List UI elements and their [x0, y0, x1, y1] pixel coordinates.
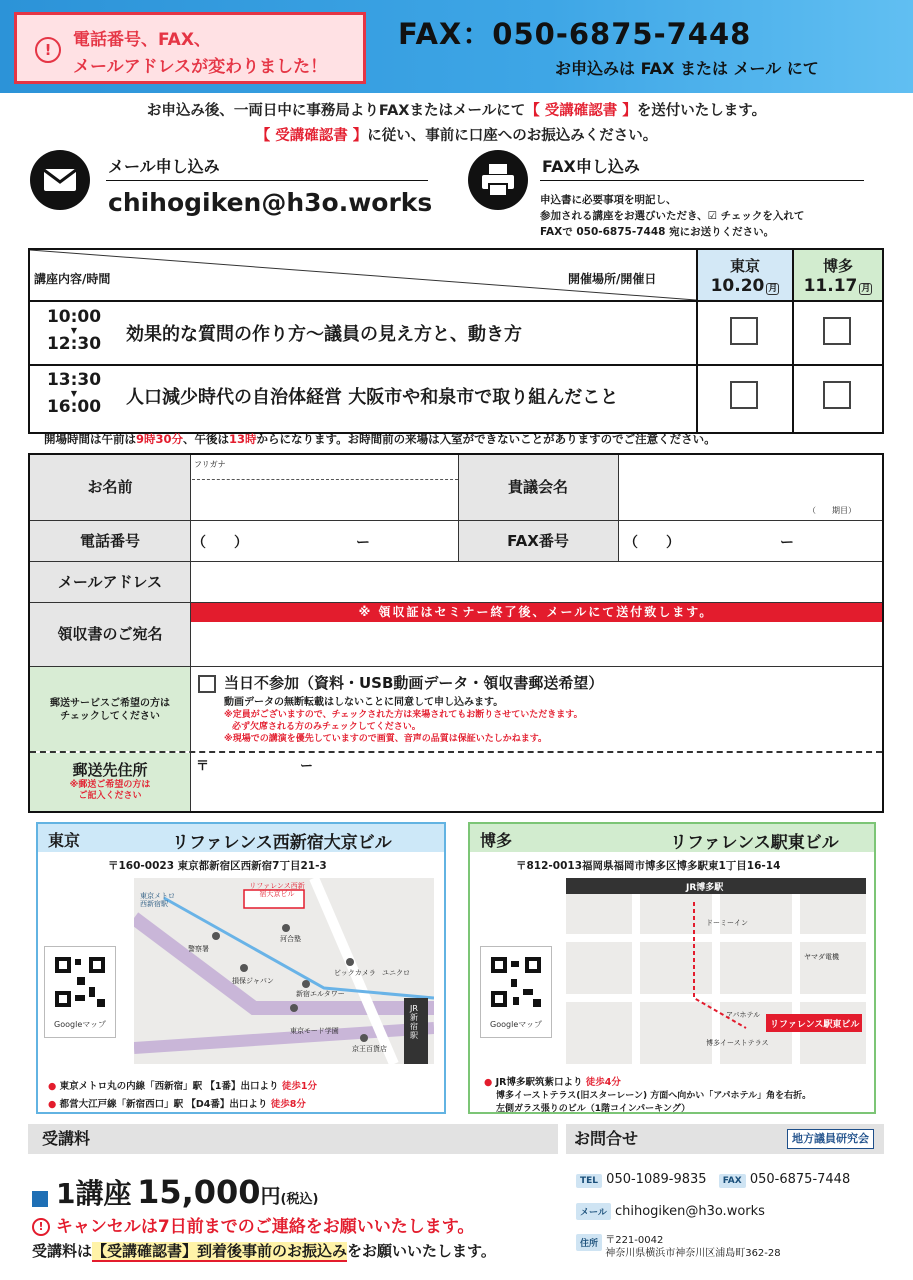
alert-icon: ! — [35, 37, 61, 63]
tokyo-address: 〒160-0023 東京都新宿区西新宿7丁目21-3 — [108, 860, 327, 872]
mail-section-title: メール申し込み — [108, 157, 220, 176]
tokyo-venue-card — [36, 822, 446, 1114]
hakata-address: 〒812-0013福岡県福岡市博多区博多駅東1丁目16-14 — [516, 860, 781, 872]
tokyo-qr-code[interactable] — [44, 946, 116, 1038]
contact-address-row: 住所 〒221-0042 神奈川県横浜市神奈川区浦島町362-28 — [576, 1234, 781, 1260]
fax-label: FAX番号 — [458, 521, 618, 561]
address-field[interactable]: 〒 ー — [196, 759, 314, 774]
course-header-right: 開催場所/開催日 — [568, 272, 657, 286]
hakata-access-2: 博多イーストテラス(旧スターレーン) 方面へ向かい「アパホテル」角を右折。 — [496, 1091, 812, 1101]
checkbox-hakata-course-2[interactable] — [823, 381, 851, 409]
alert-line-1: 電話番号、FAX、 — [73, 30, 211, 50]
absent-option-label: 当日不参加（資料・USB動画データ・領収書郵送希望） — [224, 674, 604, 692]
opening-time-note: 開場時間は午前は9時30分、午後は13時からになります。お時間前の来場は入室ができないことがありますのでご注意ください。 — [44, 432, 716, 446]
contact-title: お問合せ 地方議員研究会 — [566, 1124, 884, 1154]
mail-icon — [30, 150, 90, 210]
absent-warning: ※定員がございますので、チェックされた方は来場されてもお断りさせていただきます。 必ず欠席される方のみチェックしてください。 ※現場での講演を優先していますので画質、音声の品質は保証いたしかねます。 — [224, 710, 583, 744]
hakata-venue-card — [468, 822, 876, 1114]
contact-mail[interactable]: chihogiken@h3o.works — [614, 1204, 765, 1219]
cancel-note: ! キャンセルは7日前までのご連絡をお願いいたします。 — [32, 1212, 474, 1237]
name-field[interactable] — [192, 481, 458, 519]
absent-note: 動画データの無断転載はしないことに同意して申し込みます。 — [224, 697, 504, 708]
tokyo-access-1: ● 東京メトロ丸の内線「西新宿」駅 【1番】出口より 徒歩1分 — [48, 1081, 317, 1092]
fee-price: 1講座 15,000円(税込) — [32, 1172, 318, 1212]
furigana-label: フリガナ — [194, 460, 226, 469]
contact-fax: 050-6875-7448 — [749, 1172, 851, 1187]
email-field[interactable] — [192, 562, 882, 602]
intro-line-1: お申込み後、一両日中に事務局よりFAXまたはメールにて【 受講確認書 】を送付いたします。 — [146, 103, 767, 119]
course-row-1-time: 10:00 ▼ 12:30 — [46, 307, 102, 354]
tokyo-access-2: ● 都営大江戸線「新宿西口」駅 【D4番】出口より 徒歩8分 — [48, 1099, 306, 1110]
phone-field[interactable]: （ ） ー — [192, 535, 370, 551]
course-row-2-title: 人口減少時代の自治体経営 大阪市や和泉市で取り組んだこと — [126, 387, 619, 408]
fax-underline — [540, 180, 864, 181]
fax-field[interactable]: （ ） ー — [624, 535, 794, 551]
payment-note: 受講料は【受講確認書】到着後事前のお振込みをお願いいたします。 — [32, 1242, 496, 1260]
absent-checkbox[interactable] — [198, 675, 216, 693]
hakata-qr-code[interactable] — [480, 946, 552, 1038]
checkbox-tokyo-course-2[interactable] — [730, 381, 758, 409]
receipt-label: 領収書のご宛名 — [30, 603, 190, 666]
email-label: メールアドレス — [30, 562, 190, 602]
phone-label: 電話番号 — [30, 521, 190, 561]
course-header-left: 講座内容/時間 — [34, 272, 111, 286]
alert-line-2: メールアドレスが変わりました！ — [73, 57, 328, 77]
fax-section-title: FAX申し込み — [542, 157, 640, 176]
hakata-access-3: 左側ガラス張りのビル（1階コインパーキング） — [496, 1104, 691, 1114]
checkbox-tokyo-course-1[interactable] — [730, 317, 758, 345]
term-label: （ 期目） — [808, 506, 856, 515]
hakata-venue-header: 博多 リファレンス駅東ビル — [470, 824, 874, 852]
header-fax-number: FAX：050-6875-7448 — [398, 17, 752, 51]
tokyo-map[interactable]: リファレンス西新宿大京ビル 東京メトロ西新宿駅 河合塾 警察署 ビックカメラ ユニクロ 損保ジャパン 新宿エルタワー 東京モード学園 京王百貨店 JR新宿駅 — [134, 878, 434, 1064]
course-table — [28, 248, 884, 434]
checkbox-hakata-course-1[interactable] — [823, 317, 851, 345]
mail-underline — [106, 180, 428, 181]
org-logo: 地方議員研究会 — [787, 1129, 874, 1149]
fax-instructions: 申込書に必要事項を明記し、 参加される講座をお選びいただき、☑ チェックを入れて FAXで 050-6875-7448 宛にお送りください。 — [540, 194, 805, 238]
mail-address[interactable]: chihogiken@h3o.works — [108, 188, 433, 217]
change-alert — [14, 12, 366, 84]
header-apply-note: お申込みは FAX または メール にて — [555, 59, 819, 78]
hakata-access-1: ● JR博多駅筑紫口より 徒歩4分 — [484, 1077, 621, 1088]
hakata-gmap-label: Googleマップ — [481, 1019, 551, 1030]
tokyo-venue-header: 東京 リファレンス西新宿大京ビル — [38, 824, 444, 852]
receipt-field[interactable] — [192, 623, 882, 666]
fax-icon — [468, 150, 528, 210]
course-row-1-title: 効果的な質問の作り方～議員の見え方と、動き方 — [126, 324, 522, 345]
course-row-2-time: 13:30 ▼ 16:00 — [46, 370, 102, 417]
hakata-map[interactable]: JR博多駅 リファレンス駅東ビル ドーミーイン アパホテル 博多イーストテラス ヤマダ電機 — [566, 878, 866, 1064]
tokyo-gmap-label: Googleマップ — [45, 1019, 115, 1030]
receipt-banner: ※ 領収証はセミナー終了後、メールにて送付致します。 — [190, 603, 882, 622]
mail-service-label: 郵送サービスご希望の方は チェックしてください — [30, 667, 190, 751]
venue-header-hakata: 博多 11.17 月 — [792, 250, 882, 300]
name-label: お名前 — [30, 455, 190, 520]
intro-line-2: 【 受講確認書 】に従い、事前に口座へのお振込みください。 — [255, 128, 658, 144]
address-label: 郵送先住所 ※郵送ご希望の方は ご記入ください — [30, 753, 190, 811]
contact-phone-row: TEL 050-1089-9835 FAX 050-6875-7448 — [576, 1172, 850, 1188]
contact-tel[interactable]: 050-1089-9835 — [606, 1172, 707, 1187]
contact-mail-row: メール chihogiken@h3o.works — [576, 1203, 765, 1220]
application-form — [28, 453, 884, 813]
fee-title: 受講料 — [28, 1124, 558, 1154]
council-label: 貴議会名 — [458, 455, 618, 520]
venue-header-tokyo: 東京 10.20 月 — [696, 250, 792, 300]
